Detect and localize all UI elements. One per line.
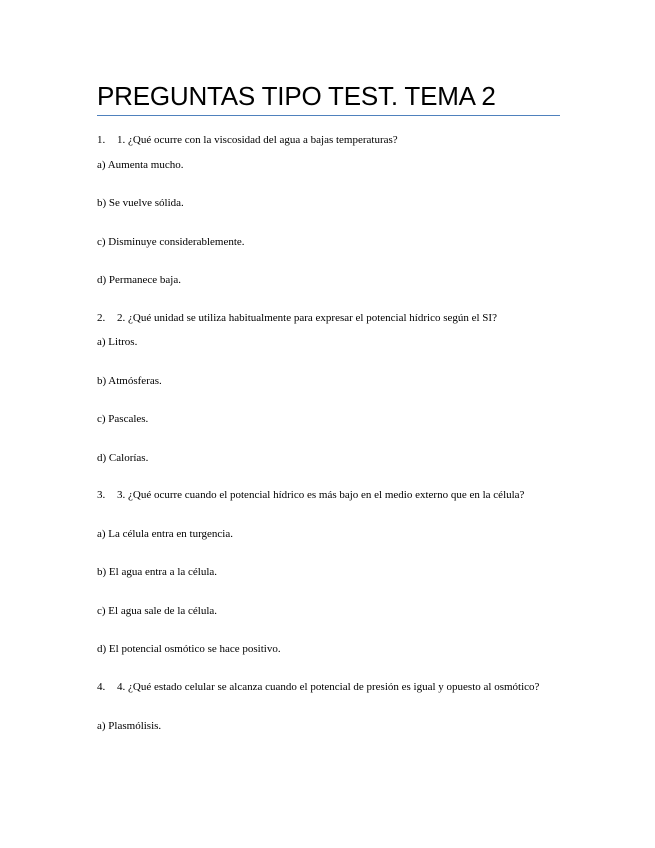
question-3-option-c: c) El agua sale de la célula. (97, 605, 218, 617)
question-3-option-d: d) El potencial osmótico se hace positivo. (97, 643, 281, 655)
question-text: 4. ¿Qué estado celular se alcanza cuando el potencial de presión es igual y opuesto al osmótico? (117, 681, 540, 693)
title-underline (97, 115, 560, 116)
question-2 (97, 311, 560, 325)
question-text: 2. ¿Qué unidad se utiliza habitualmente para expresar el potencial hídrico según el SI? (117, 312, 497, 324)
question-3-option-b: b) El agua entra a la célula. (97, 566, 218, 578)
question-1-option-d: d) Permanece baja. (97, 274, 181, 286)
document-title: PREGUNTAS TIPO TEST. TEMA 2 (97, 81, 496, 111)
question-number: 3. (97, 489, 106, 501)
question-number: 2. (97, 312, 106, 324)
question-2-option-b: b) Atmósferas. (97, 375, 162, 387)
question-text: 1. ¿Qué ocurre con la viscosidad del agua a bajas temperaturas? (117, 134, 398, 146)
question-2-option-c: c) Pascales. (97, 413, 149, 425)
question-2-option-d: d) Calorías. (97, 452, 149, 464)
question-1 (97, 133, 560, 147)
question-4 (97, 680, 560, 694)
question-text: 3. ¿Qué ocurre cuando el potencial hídrico es más bajo en el medio externo que en la célula? (117, 489, 525, 501)
question-number: 1. (97, 134, 106, 146)
question-1-option-a: a) Aumenta mucho. (97, 159, 184, 171)
question-1-option-c: c) Disminuye considerablemente. (97, 236, 245, 248)
question-number: 4. (97, 681, 106, 693)
question-1-option-b: b) Se vuelve sólida. (97, 197, 184, 209)
question-2-option-a: a) Litros. (97, 336, 138, 348)
question-4-option-a: a) Plasmólisis. (97, 720, 162, 732)
question-3-option-a: a) La célula entra en turgencia. (97, 528, 233, 540)
question-3 (97, 488, 560, 502)
